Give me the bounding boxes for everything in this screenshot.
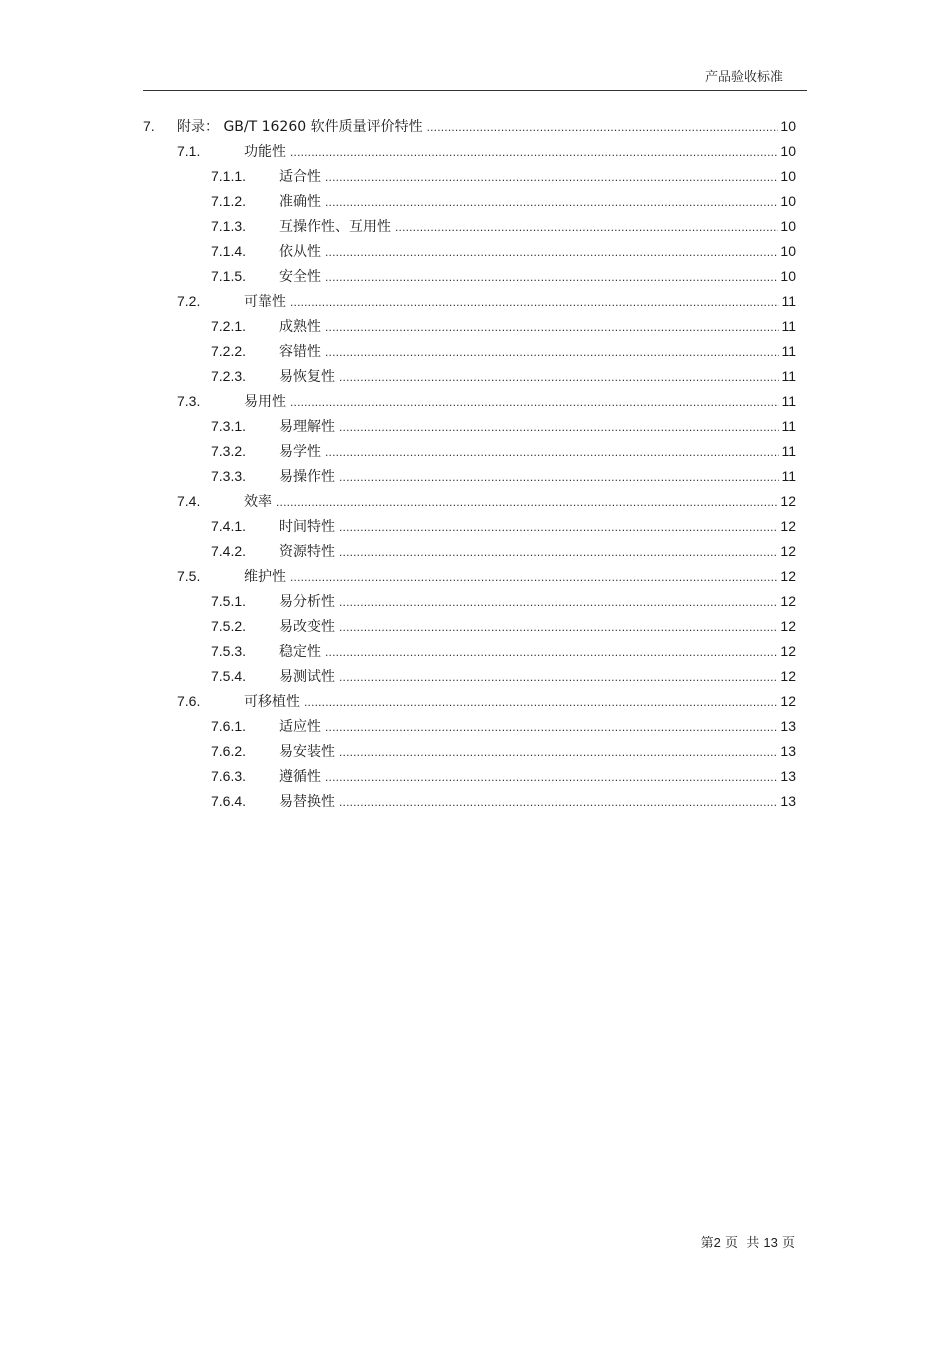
toc-entry-title: 维护性 <box>244 569 286 585</box>
toc-entry-page: 10 <box>780 243 796 259</box>
toc-entry-title: 遵循性 <box>279 769 321 785</box>
toc-entry-title: 时间特性 <box>279 519 335 535</box>
toc-entry-title: 易改变性 <box>279 619 335 635</box>
toc-entry-number: 7. <box>143 118 155 134</box>
toc-entry-number: 7.1.3. <box>211 218 247 234</box>
toc-entry-title: 易分析性 <box>279 594 335 610</box>
toc-entry-number: 7.2.2. <box>211 343 247 359</box>
toc-entry-title: 易测试性 <box>279 669 335 685</box>
toc-entry-title: 可靠性 <box>244 294 286 310</box>
toc-entry[interactable] <box>177 689 796 713</box>
toc-entry[interactable] <box>211 514 796 538</box>
toc-entry-title: 互操作性、互用性 <box>279 219 391 235</box>
toc-entry[interactable] <box>177 139 796 163</box>
toc-entry-title: 附录： GB/T 16260 软件质量评价特性 <box>177 119 423 135</box>
toc-entry[interactable] <box>211 789 796 813</box>
footer-middle: 页 共 <box>724 1236 760 1251</box>
toc-entry-number: 7.2.1. <box>211 318 247 334</box>
toc-entry-number: 7.1.2. <box>211 193 247 209</box>
toc-entry-title: 容错性 <box>279 344 321 360</box>
toc-dot-leader <box>339 790 778 814</box>
toc-dot-leader <box>427 115 779 139</box>
toc-entry-title: 成熟性 <box>279 319 321 335</box>
toc-dot-leader <box>339 515 778 539</box>
toc-entry-page: 12 <box>780 593 796 609</box>
toc-entry-page: 10 <box>780 193 796 209</box>
toc-entry[interactable] <box>177 564 796 588</box>
toc-entry-title: 易安装性 <box>279 744 335 760</box>
toc-entry-title: 易操作性 <box>279 469 335 485</box>
toc-entry-page: 12 <box>780 543 796 559</box>
toc-dot-leader <box>339 590 778 614</box>
toc-entry-title: 适应性 <box>279 719 321 735</box>
toc-entry-page: 10 <box>780 218 796 234</box>
toc-entry-title: 稳定性 <box>279 644 321 660</box>
toc-entry-title: 准确性 <box>279 194 321 210</box>
toc-dot-leader <box>339 465 779 489</box>
toc-entry-page: 12 <box>780 493 796 509</box>
toc-entry-page: 12 <box>780 518 796 534</box>
toc-entry-number: 7.2. <box>177 293 201 309</box>
toc-dot-leader <box>325 340 779 364</box>
toc-dot-leader <box>325 190 778 214</box>
toc-entry-number: 7.3.2. <box>211 443 247 459</box>
toc-dot-leader <box>325 765 778 789</box>
toc-dot-leader <box>339 665 778 689</box>
toc-entry-number: 7.5.4. <box>211 668 247 684</box>
toc-entry-number: 7.2.3. <box>211 368 247 384</box>
toc-dot-leader <box>276 490 778 514</box>
toc-entry[interactable] <box>211 539 796 563</box>
toc-entry[interactable] <box>177 289 796 313</box>
toc-entry[interactable] <box>211 214 796 238</box>
toc-entry-page: 12 <box>780 568 796 584</box>
toc-entry-title: 适合性 <box>279 169 321 185</box>
footer-prefix: 第 <box>700 1236 714 1251</box>
toc-entry-title: 易理解性 <box>279 419 335 435</box>
toc-dot-leader <box>304 690 778 714</box>
toc-entry-number: 7.3.1. <box>211 418 247 434</box>
toc-entry-page: 12 <box>780 643 796 659</box>
toc-entry-page: 11 <box>781 393 796 409</box>
toc-entry[interactable] <box>177 389 796 413</box>
toc-dot-leader <box>325 165 778 189</box>
toc-entry-page: 12 <box>780 668 796 684</box>
toc-entry[interactable] <box>211 664 796 688</box>
toc-dot-leader <box>325 640 778 664</box>
toc-entry-page: 11 <box>781 443 796 459</box>
toc-entry-number: 7.4. <box>177 493 201 509</box>
toc-entry-number: 7.6.3. <box>211 768 247 784</box>
toc-entry-number: 7.1.5. <box>211 268 247 284</box>
footer-total-pages: 13 <box>763 1235 778 1250</box>
toc-entry-page: 12 <box>780 618 796 634</box>
toc-entry[interactable] <box>211 364 796 388</box>
toc-entry-number: 7.6. <box>177 693 201 709</box>
toc-dot-leader <box>325 715 778 739</box>
toc-entry-number: 7.5.2. <box>211 618 247 634</box>
toc-dot-leader <box>325 265 778 289</box>
toc-entry[interactable] <box>211 464 796 488</box>
header-divider <box>143 90 807 91</box>
toc-entry[interactable] <box>211 414 796 438</box>
toc-entry[interactable] <box>211 339 796 363</box>
toc-entry[interactable] <box>211 764 796 788</box>
toc-entry-page: 11 <box>781 418 796 434</box>
toc-entry[interactable] <box>177 489 796 513</box>
toc-entry[interactable] <box>211 239 796 263</box>
toc-entry-page: 10 <box>780 118 796 134</box>
toc-entry-title: 可移植性 <box>244 694 300 710</box>
page-footer <box>701 1232 795 1251</box>
toc-entry-title: 功能性 <box>244 144 286 160</box>
toc-entry-title: 效率 <box>244 494 272 510</box>
toc-entry-number: 7.6.4. <box>211 793 247 809</box>
page-header-title: 产品验收标准 <box>704 70 783 85</box>
toc-entry-page: 12 <box>780 693 796 709</box>
toc-dot-leader <box>325 240 778 264</box>
toc-entry-number: 7.4.1. <box>211 518 247 534</box>
toc-entry[interactable] <box>211 739 796 763</box>
toc-dot-leader <box>325 440 779 464</box>
toc-dot-leader <box>290 565 778 589</box>
toc-dot-leader <box>339 415 779 439</box>
toc-dot-leader <box>290 290 779 314</box>
toc-entry[interactable] <box>211 639 796 663</box>
toc-entry[interactable] <box>211 314 796 338</box>
toc-entry-number: 7.3.3. <box>211 468 247 484</box>
toc-dot-leader <box>339 615 778 639</box>
toc-entry[interactable] <box>211 439 796 463</box>
toc-entry[interactable] <box>211 164 796 188</box>
toc-entry-number: 7.1. <box>177 143 201 159</box>
toc-entry-title: 易学性 <box>279 444 321 460</box>
toc-entry-page: 13 <box>780 768 796 784</box>
footer-current-page: 2 <box>713 1235 721 1250</box>
toc-entry-number: 7.4.2. <box>211 543 247 559</box>
toc-dot-leader <box>339 740 778 764</box>
toc-entry-title: 依从性 <box>279 244 321 260</box>
toc-entry-page: 11 <box>781 293 796 309</box>
toc-dot-leader <box>290 390 779 414</box>
toc-entry[interactable] <box>211 614 796 638</box>
toc-entry-title: 易用性 <box>244 394 286 410</box>
toc-entry-page: 13 <box>780 718 796 734</box>
toc-dot-leader <box>339 365 779 389</box>
toc-entry-page: 11 <box>781 368 796 384</box>
toc-entry-page: 10 <box>780 143 796 159</box>
toc-entry-title: 易替换性 <box>279 794 335 810</box>
toc-dot-leader <box>290 140 778 164</box>
toc-entry[interactable] <box>143 114 796 138</box>
toc-entry-page: 13 <box>780 743 796 759</box>
toc-entry-number: 7.5. <box>177 568 201 584</box>
toc-entry[interactable] <box>211 264 796 288</box>
toc-entry-number: 7.3. <box>177 393 201 409</box>
toc-dot-leader <box>339 540 778 564</box>
toc-entry-number: 7.1.1. <box>211 168 247 184</box>
toc-entry-page: 11 <box>781 468 796 484</box>
toc-entry-number: 7.5.3. <box>211 643 247 659</box>
toc-entry-page: 11 <box>781 343 796 359</box>
toc-entry[interactable] <box>211 189 796 213</box>
toc-entry-page: 10 <box>780 168 796 184</box>
toc-entry[interactable] <box>211 589 796 613</box>
toc-dot-leader <box>395 215 778 239</box>
toc-entry-number: 7.5.1. <box>211 593 247 609</box>
toc-entry-number: 7.6.2. <box>211 743 247 759</box>
toc-entry-number: 7.1.4. <box>211 243 247 259</box>
toc-entry-number: 7.6.1. <box>211 718 247 734</box>
toc-entry-page: 11 <box>781 318 796 334</box>
footer-suffix: 页 <box>781 1236 795 1251</box>
toc-entry[interactable] <box>211 714 796 738</box>
toc-entry-title: 安全性 <box>279 269 321 285</box>
toc-entry-title: 资源特性 <box>279 544 335 560</box>
toc-dot-leader <box>325 315 779 339</box>
toc-entry-title: 易恢复性 <box>279 369 335 385</box>
toc-entry-page: 10 <box>780 268 796 284</box>
toc-entry-page: 13 <box>780 793 796 809</box>
